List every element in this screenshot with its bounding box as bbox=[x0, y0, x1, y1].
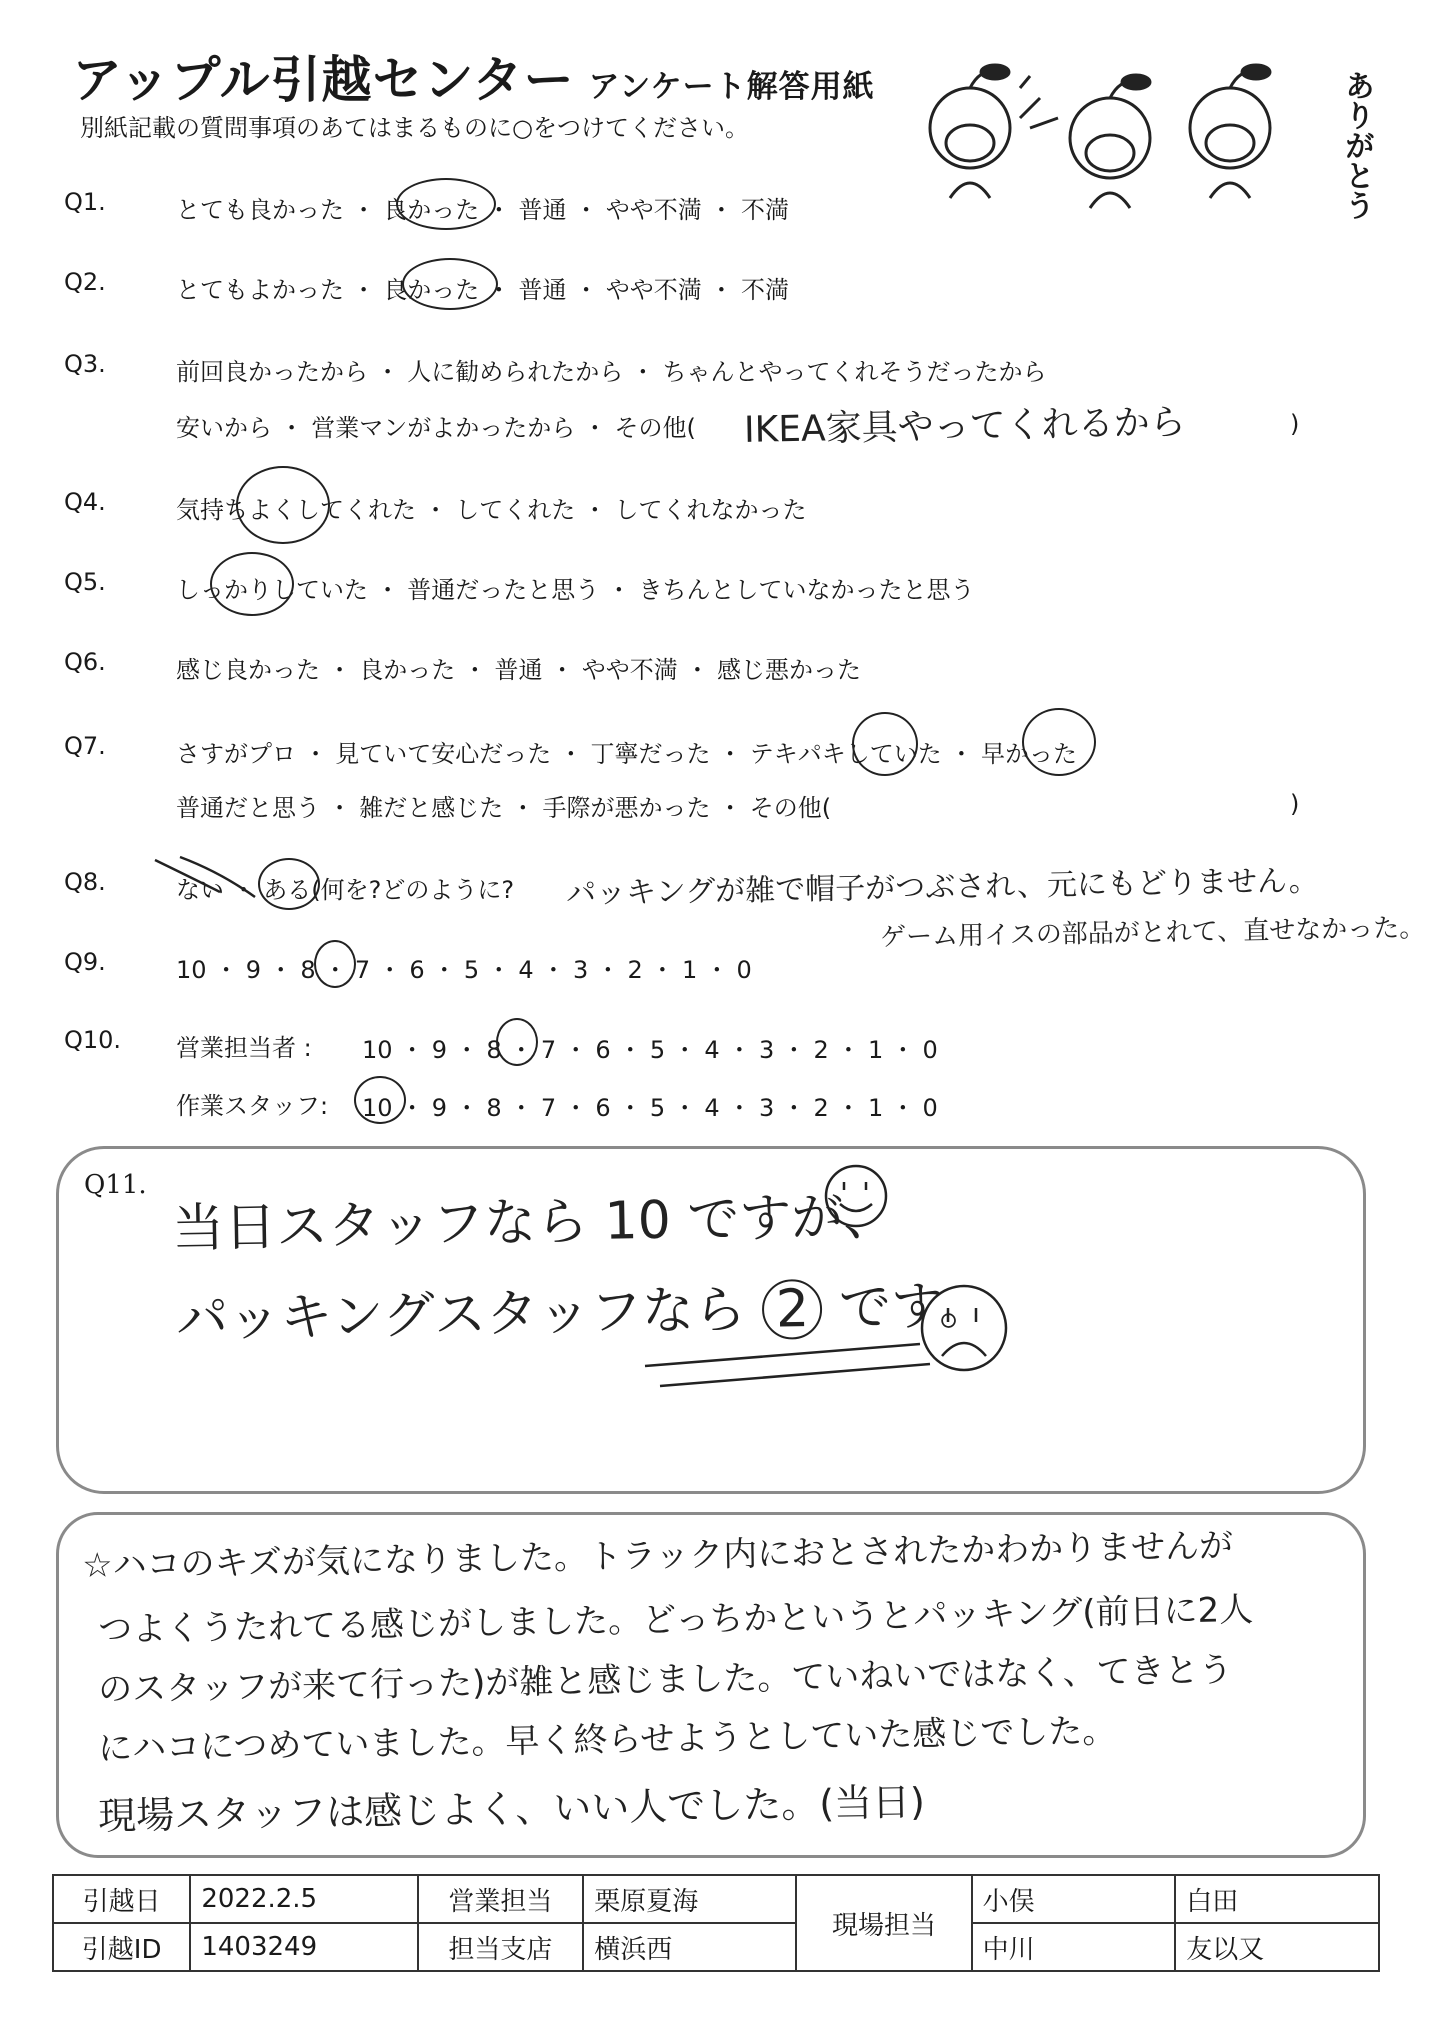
q3-options-line2: 安いから ・ 営業マンがよかったから ・ その他( bbox=[176, 414, 696, 442]
q10-staff-answer-circle bbox=[354, 1076, 406, 1124]
q9-answer-circle bbox=[314, 940, 356, 988]
mascot-thanks-text: ありがとう bbox=[1339, 70, 1374, 220]
q6-options: 感じ良かった ・ 良かった ・ 普通 ・ やや不満 ・ 感じ悪かった bbox=[176, 656, 862, 684]
mascot-head-1 bbox=[930, 88, 1010, 168]
q8-label: Q8. bbox=[64, 868, 106, 896]
q5-options: しっかりしていた ・ 普通だったと思う ・ きちんとしていなかったと思う bbox=[176, 576, 975, 604]
q8-strike-mark bbox=[150, 852, 260, 902]
q11-line2-text: パッキングスタッフなら bbox=[175, 1280, 747, 1351]
q4-label: Q4. bbox=[64, 488, 106, 516]
comment-line2: つよくうたれてる感じがしました。どっちかというとパッキング(前日に2人 bbox=[97, 1589, 1254, 1651]
q11-answer-line1: 当日スタッフなら 10 ですが、 bbox=[171, 1186, 896, 1260]
q7-options-line2: 普通だと思う ・ 雑だと感じた ・ 手際が悪かった ・ その他( bbox=[176, 794, 832, 822]
q11-label: Q11. bbox=[84, 1170, 147, 1200]
site-staff-label: 現場担当 bbox=[796, 1875, 971, 1971]
move-date-value: 2022.2.5 bbox=[190, 1875, 417, 1923]
q3-other-answer: IKEA家具やってくれるから bbox=[743, 402, 1186, 451]
q7-options-line1: さすがプロ ・ 見ていて安心だった ・ 丁寧だった ・ テキパキしていた ・ 早かった bbox=[176, 740, 1078, 768]
q11-score-circle: 2 bbox=[762, 1279, 823, 1340]
q11-line2-end: です。 bbox=[838, 1275, 992, 1339]
q10-label: Q10. bbox=[64, 1026, 122, 1054]
q10-sales-scale: 10 ・ 9 ・ 8 ・ 7 ・ 6 ・ 5 ・ 4 ・ 3 ・ 2 ・ 1 ・ 0 bbox=[362, 1036, 938, 1064]
comment-line3: のスタッフが来て行った)が雑と感じました。ていねいではなく、てきとう bbox=[97, 1650, 1233, 1710]
q1-options: とても良かった ・ 良かった ・ 普通 ・ やや不満 ・ 不満 bbox=[176, 196, 790, 224]
q2-options: とてもよかった ・ 良かった ・ 普通 ・ やや不満 ・ 不満 bbox=[176, 276, 790, 304]
q5-label: Q5. bbox=[64, 568, 106, 596]
q9-label: Q9. bbox=[64, 948, 106, 976]
q1-answer-circle bbox=[396, 178, 496, 230]
move-id-value: 1403249 bbox=[190, 1923, 417, 1971]
q4-answer-circle bbox=[236, 466, 330, 544]
mascot-monkeys-illustration bbox=[900, 58, 1340, 238]
site-staff-2: 白田 bbox=[1175, 1875, 1379, 1923]
sales-rep-label: 営業担当 bbox=[418, 1875, 584, 1923]
q3-close-paren: ) bbox=[1290, 410, 1300, 438]
comment-line1: ☆ハコのキズが気になりました。トラック内におとされたかわかりませんが bbox=[81, 1525, 1234, 1587]
q8-answer-line1: パッキングが雑で帽子がつぶされ、元にもどりません。 bbox=[565, 863, 1320, 912]
instruction-text: 別紙記載の質問事項のあてはまるものに○をつけてください。 bbox=[80, 114, 749, 142]
q1-label: Q1. bbox=[64, 188, 106, 216]
q11-underline-marks bbox=[640, 1336, 940, 1396]
q7-answer-circle-2 bbox=[1022, 708, 1096, 776]
move-date-label: 引越日 bbox=[53, 1875, 190, 1923]
comment-line5: 現場スタッフは感じよく、いい人でした。(当日) bbox=[97, 1779, 926, 1839]
q2-answer-circle bbox=[402, 258, 498, 310]
smiley-face-icon bbox=[820, 1160, 892, 1232]
branch-value: 横浜西 bbox=[583, 1923, 796, 1971]
q6-label: Q6. bbox=[64, 648, 106, 676]
q2-label: Q2. bbox=[64, 268, 106, 296]
q7-label: Q7. bbox=[64, 732, 106, 760]
branch-label: 担当支店 bbox=[418, 1923, 584, 1971]
q8-answer-line2: ゲーム用イスの部品がとれて、直せなかった。 bbox=[879, 913, 1426, 953]
form-subtitle: アンケート解答用紙 bbox=[588, 69, 875, 105]
q10-staff-scale: 10 ・ 9 ・ 8 ・ 7 ・ 6 ・ 5 ・ 4 ・ 3 ・ 2 ・ 1 ・ 0 bbox=[362, 1094, 938, 1122]
q10-staff-label: 作業スタッフ: bbox=[176, 1092, 329, 1120]
sad-face-icon bbox=[914, 1278, 1014, 1378]
footer-info-table bbox=[52, 1874, 1380, 1972]
move-id-label: 引越ID bbox=[53, 1923, 190, 1971]
site-staff-3: 中川 bbox=[972, 1923, 1176, 1971]
q9-scale: 10 ・ 9 ・ 8 ・ 7 ・ 6 ・ 5 ・ 4 ・ 3 ・ 2 ・ 1 ・ 0 bbox=[176, 956, 752, 984]
site-staff-1: 小俣 bbox=[972, 1875, 1176, 1923]
form-title bbox=[72, 40, 875, 112]
q7-close-paren: ) bbox=[1290, 790, 1300, 818]
q10-sales-label: 営業担当者 : bbox=[176, 1034, 312, 1062]
q7-answer-circle-1 bbox=[852, 712, 918, 776]
q8-options: ない ・ ある(何を?どのように? bbox=[176, 876, 515, 904]
company-name: アップル引越センター bbox=[72, 51, 575, 109]
mascot-head-2 bbox=[1070, 98, 1150, 178]
q3-options-line1: 前回良かったから ・ 人に勧められたから ・ ちゃんとやってくれそうだったから bbox=[176, 358, 1047, 386]
site-staff-4: 友以又 bbox=[1175, 1923, 1379, 1971]
mascot-head-3 bbox=[1190, 88, 1270, 168]
comment-line4: にハコにつめていました。早く終らせようとしていた感じでした。 bbox=[97, 1711, 1117, 1769]
q5-answer-circle bbox=[210, 552, 294, 616]
sales-rep-name: 栗原夏海 bbox=[583, 1875, 796, 1923]
q10-sales-answer-circle bbox=[496, 1018, 538, 1066]
q4-options: 気持ちよくしてくれた ・ してくれた ・ してくれなかった bbox=[176, 496, 807, 524]
q3-label: Q3. bbox=[64, 350, 106, 378]
q8-answer-circle bbox=[258, 858, 320, 910]
